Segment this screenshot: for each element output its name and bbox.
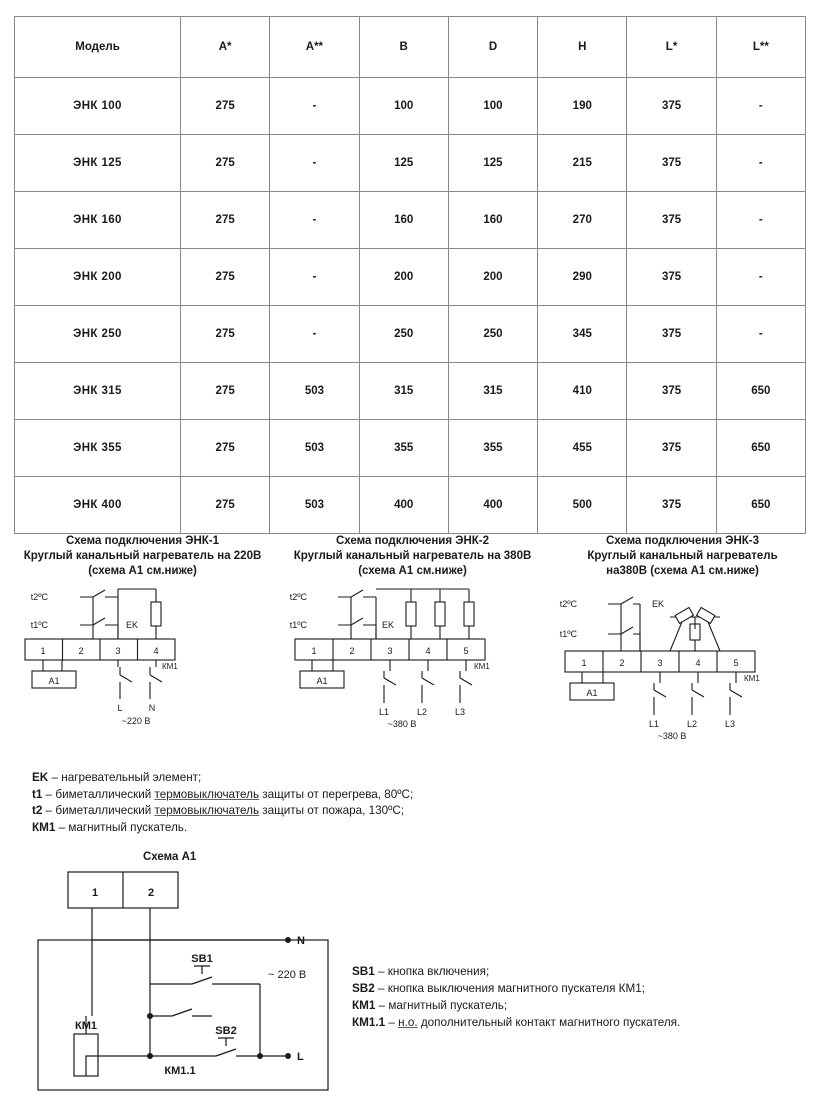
table-cell: 400 bbox=[448, 477, 537, 534]
table-cell-model: ЭНК 250 bbox=[15, 306, 181, 363]
legend-text: защиты от перегрева, 80ºС; bbox=[259, 787, 414, 801]
a1-km11-label: КМ1.1 bbox=[164, 1065, 196, 1077]
table-row bbox=[15, 306, 806, 363]
table-header-row bbox=[15, 17, 806, 78]
schemes-legend bbox=[32, 770, 592, 836]
scheme-2-terminal: 2 bbox=[349, 646, 355, 656]
scheme-1-t2-label: t2ºC bbox=[30, 592, 48, 602]
scheme-enk-1 bbox=[10, 534, 275, 749]
table-row bbox=[15, 249, 806, 306]
table-cell: 375 bbox=[627, 420, 716, 477]
legend-key: КМ1 bbox=[32, 820, 56, 834]
wiring-schemes bbox=[0, 534, 820, 764]
table-cell-model: ЭНК 315 bbox=[15, 363, 181, 420]
table-cell-model: ЭНК 160 bbox=[15, 192, 181, 249]
table-row bbox=[15, 78, 806, 135]
table-cell: 125 bbox=[448, 135, 537, 192]
table-cell: - bbox=[716, 192, 805, 249]
scheme-1-diagram bbox=[10, 579, 275, 744]
scheme-1-terminal: 3 bbox=[115, 646, 121, 656]
a1-km1-label: КМ1 bbox=[75, 1020, 97, 1032]
scheme-2-km1-label: КМ1 bbox=[474, 662, 490, 671]
table-cell: 200 bbox=[359, 249, 448, 306]
table-header-cell: L* bbox=[627, 17, 716, 78]
table-cell: 375 bbox=[627, 78, 716, 135]
table-cell: 503 bbox=[270, 477, 359, 534]
table-cell: 250 bbox=[359, 306, 448, 363]
scheme-2-terminal: 5 bbox=[463, 646, 469, 656]
scheme-2-terminal: 1 bbox=[311, 646, 317, 656]
table-header-cell: A** bbox=[270, 17, 359, 78]
a1-l-label: L bbox=[297, 1051, 304, 1063]
legend-text: защиты от пожара, 130ºС; bbox=[259, 804, 405, 817]
table-cell: 375 bbox=[627, 306, 716, 363]
table-header-cell: B bbox=[359, 17, 448, 78]
scheme-2-phase-label: L2 bbox=[416, 707, 428, 717]
table-cell: 100 bbox=[448, 78, 537, 135]
a1-legend-key: SB1 bbox=[352, 965, 375, 978]
table-row bbox=[15, 363, 806, 420]
table-cell: 215 bbox=[538, 135, 627, 192]
table-row bbox=[15, 192, 806, 249]
scheme-a1-title: Схема А1 bbox=[143, 851, 197, 863]
legend-item bbox=[32, 803, 592, 820]
table-cell-model: ЭНК 125 bbox=[15, 135, 181, 192]
a1-legend-key: КМ1 bbox=[352, 999, 376, 1012]
scheme-3-phase-label: L3 bbox=[724, 719, 736, 729]
scheme-2-t2-label: t2ºC bbox=[289, 592, 307, 602]
table-cell: 275 bbox=[181, 192, 270, 249]
scheme-3-diagram bbox=[550, 579, 815, 754]
table-cell: 275 bbox=[181, 78, 270, 135]
scheme-3-voltage-label: ~380 В bbox=[657, 731, 687, 741]
scheme-1-terminal: 4 bbox=[153, 646, 159, 656]
scheme-3-terminal: 1 bbox=[581, 658, 587, 668]
a1-sb2-label: SB2 bbox=[215, 1025, 237, 1037]
scheme-3-t1-label: t1ºC bbox=[559, 629, 577, 639]
table-cell: 650 bbox=[716, 477, 805, 534]
a1-legend-item bbox=[352, 997, 792, 1014]
table-cell: 315 bbox=[448, 363, 537, 420]
scheme-1-phase-label: N bbox=[148, 703, 156, 713]
scheme-3-t2-label: t2ºC bbox=[559, 599, 577, 609]
table-cell: 410 bbox=[538, 363, 627, 420]
table-cell: 455 bbox=[538, 420, 627, 477]
legend-item bbox=[32, 787, 592, 804]
table-cell: 315 bbox=[359, 363, 448, 420]
a1-n-label: N bbox=[297, 935, 305, 947]
scheme-a1-diagram bbox=[20, 866, 350, 1101]
table-cell: 650 bbox=[716, 420, 805, 477]
table-cell: 200 bbox=[448, 249, 537, 306]
table-cell: 290 bbox=[538, 249, 627, 306]
a1-terminal-label: 2 bbox=[147, 887, 155, 899]
table-cell-model: ЭНК 400 bbox=[15, 477, 181, 534]
scheme-1-terminal: 2 bbox=[78, 646, 84, 656]
a1-legend-key: SB2 bbox=[352, 982, 375, 995]
scheme-2-phase-label: L1 bbox=[378, 707, 390, 717]
scheme-2-terminal: 3 bbox=[387, 646, 393, 656]
scheme-2-voltage-label: ~380 В bbox=[387, 719, 417, 729]
scheme-2-block-label: А1 bbox=[316, 676, 328, 686]
table-cell: 375 bbox=[627, 135, 716, 192]
table-cell: 100 bbox=[359, 78, 448, 135]
table-cell: 275 bbox=[181, 306, 270, 363]
scheme-3-block-label: А1 bbox=[586, 688, 598, 698]
a1-legend-text: – кнопка выключения магнитного пускателя КМ1; bbox=[374, 982, 645, 995]
scheme-enk-3 bbox=[550, 534, 815, 759]
table-cell: 275 bbox=[181, 477, 270, 534]
table-cell: 503 bbox=[270, 420, 359, 477]
table-cell: 275 bbox=[181, 249, 270, 306]
scheme-3-phase-label: L1 bbox=[648, 719, 660, 729]
legend-key: EK bbox=[32, 771, 49, 784]
table-cell: - bbox=[716, 306, 805, 363]
scheme-1-title: Схема подключения ЭНК-1 Круглый канальный нагреватель на 220В (схема А1 см.ниже) bbox=[23, 535, 262, 577]
table-cell: 275 bbox=[181, 363, 270, 420]
table-cell: - bbox=[716, 135, 805, 192]
scheme-3-terminal: 3 bbox=[657, 658, 663, 668]
scheme-2-diagram bbox=[280, 579, 545, 744]
table-row bbox=[15, 420, 806, 477]
table-cell: 125 bbox=[359, 135, 448, 192]
table-cell-model: ЭНК 100 bbox=[15, 78, 181, 135]
table-cell: 503 bbox=[270, 363, 359, 420]
scheme-3-title: Схема подключения ЭНК-3 Круглый канальный нагреватель на380В (схема А1 см.ниже) bbox=[587, 535, 778, 577]
scheme-1-phase-label: L bbox=[117, 703, 123, 713]
table-cell: 190 bbox=[538, 78, 627, 135]
table-cell: 375 bbox=[627, 477, 716, 534]
legend-underlined-term: термовыключатель bbox=[154, 804, 260, 817]
table-row bbox=[15, 135, 806, 192]
table-header-cell: D bbox=[448, 17, 537, 78]
table-cell: 400 bbox=[359, 477, 448, 534]
scheme-3-terminal: 5 bbox=[733, 658, 739, 668]
a1-legend-text: дополнительный контакт магнитного пускателя. bbox=[417, 1016, 681, 1029]
scheme-1-block-label: А1 bbox=[48, 676, 60, 686]
scheme-3-terminal: 4 bbox=[695, 658, 701, 668]
legend-item bbox=[32, 770, 592, 787]
legend-text: – биметаллический bbox=[42, 787, 155, 801]
table-cell: 160 bbox=[359, 192, 448, 249]
legend-underlined-term: термовыключатель bbox=[154, 787, 260, 801]
table-cell: 375 bbox=[627, 249, 716, 306]
a1-legend-text: – кнопка включения; bbox=[374, 965, 490, 978]
scheme-3-phase-label: L2 bbox=[686, 719, 698, 729]
scheme-2-terminal: 4 bbox=[425, 646, 431, 656]
scheme-3-terminal: 2 bbox=[619, 658, 625, 668]
a1-legend-text: – bbox=[385, 1016, 399, 1029]
scheme-3-km1-label: КМ1 bbox=[744, 674, 760, 683]
table-cell: 345 bbox=[538, 306, 627, 363]
a1-legend-underlined-term: н.о. bbox=[398, 1016, 418, 1029]
table-cell: - bbox=[270, 135, 359, 192]
scheme-3-ek-label: EK bbox=[652, 599, 665, 609]
table-cell: 650 bbox=[716, 363, 805, 420]
legend-text: – биметаллический bbox=[42, 804, 155, 817]
table-cell: 355 bbox=[448, 420, 537, 477]
scheme-1-terminal: 1 bbox=[40, 646, 46, 656]
a1-sb1-label: SB1 bbox=[191, 953, 213, 965]
table-cell: - bbox=[270, 249, 359, 306]
table-header-cell: A* bbox=[181, 17, 270, 78]
table-header-cell: L** bbox=[716, 17, 805, 78]
a1-legend bbox=[352, 963, 792, 1031]
table-cell: - bbox=[270, 306, 359, 363]
table-row bbox=[15, 477, 806, 534]
scheme-1-km1-label: КМ1 bbox=[162, 662, 178, 671]
legend-item bbox=[32, 820, 592, 837]
table-cell-model: ЭНК 200 bbox=[15, 249, 181, 306]
table-cell: - bbox=[270, 192, 359, 249]
scheme-1-ek-label: EK bbox=[126, 620, 139, 630]
legend-text: – нагревательный элемент; bbox=[48, 771, 202, 784]
table-cell: 275 bbox=[181, 420, 270, 477]
a1-legend-item bbox=[352, 1014, 792, 1031]
table-cell: 275 bbox=[181, 135, 270, 192]
a1-voltage-label: ~ 220 В bbox=[268, 969, 307, 981]
legend-key: t1 bbox=[32, 787, 43, 801]
table-cell: 375 bbox=[627, 363, 716, 420]
table-header-cell: Модель bbox=[15, 17, 181, 78]
scheme-2-phase-label: L3 bbox=[454, 707, 466, 717]
scheme-enk-2 bbox=[280, 534, 545, 749]
table-cell: - bbox=[716, 78, 805, 135]
table-header-cell: H bbox=[538, 17, 627, 78]
table-cell: 375 bbox=[627, 192, 716, 249]
a1-legend-key: КМ1.1 bbox=[352, 1016, 386, 1029]
table-cell: - bbox=[270, 78, 359, 135]
a1-legend-item bbox=[352, 963, 792, 980]
scheme-2-ek-label: EK bbox=[382, 620, 395, 630]
table-cell: 500 bbox=[538, 477, 627, 534]
table-cell: 160 bbox=[448, 192, 537, 249]
table-cell-model: ЭНК 355 bbox=[15, 420, 181, 477]
scheme-2-title: Схема подключения ЭНК-2 Круглый канальный нагреватель на 380В (схема А1 см.ниже) bbox=[293, 535, 532, 577]
table-cell: 250 bbox=[448, 306, 537, 363]
a1-legend-item bbox=[352, 980, 792, 997]
scheme-2-t1-label: t1ºC bbox=[289, 620, 307, 630]
specification-table bbox=[14, 16, 806, 534]
table-cell: - bbox=[716, 249, 805, 306]
legend-text: – магнитный пускатель. bbox=[55, 820, 188, 834]
scheme-1-voltage-label: ~220 В bbox=[121, 716, 151, 726]
table-cell: 355 bbox=[359, 420, 448, 477]
a1-terminal-label: 1 bbox=[91, 887, 99, 899]
table-cell: 270 bbox=[538, 192, 627, 249]
scheme-1-t1-label: t1ºC bbox=[30, 620, 48, 630]
legend-key: t2 bbox=[32, 804, 43, 817]
a1-legend-text: – магнитный пускатель; bbox=[375, 999, 508, 1012]
